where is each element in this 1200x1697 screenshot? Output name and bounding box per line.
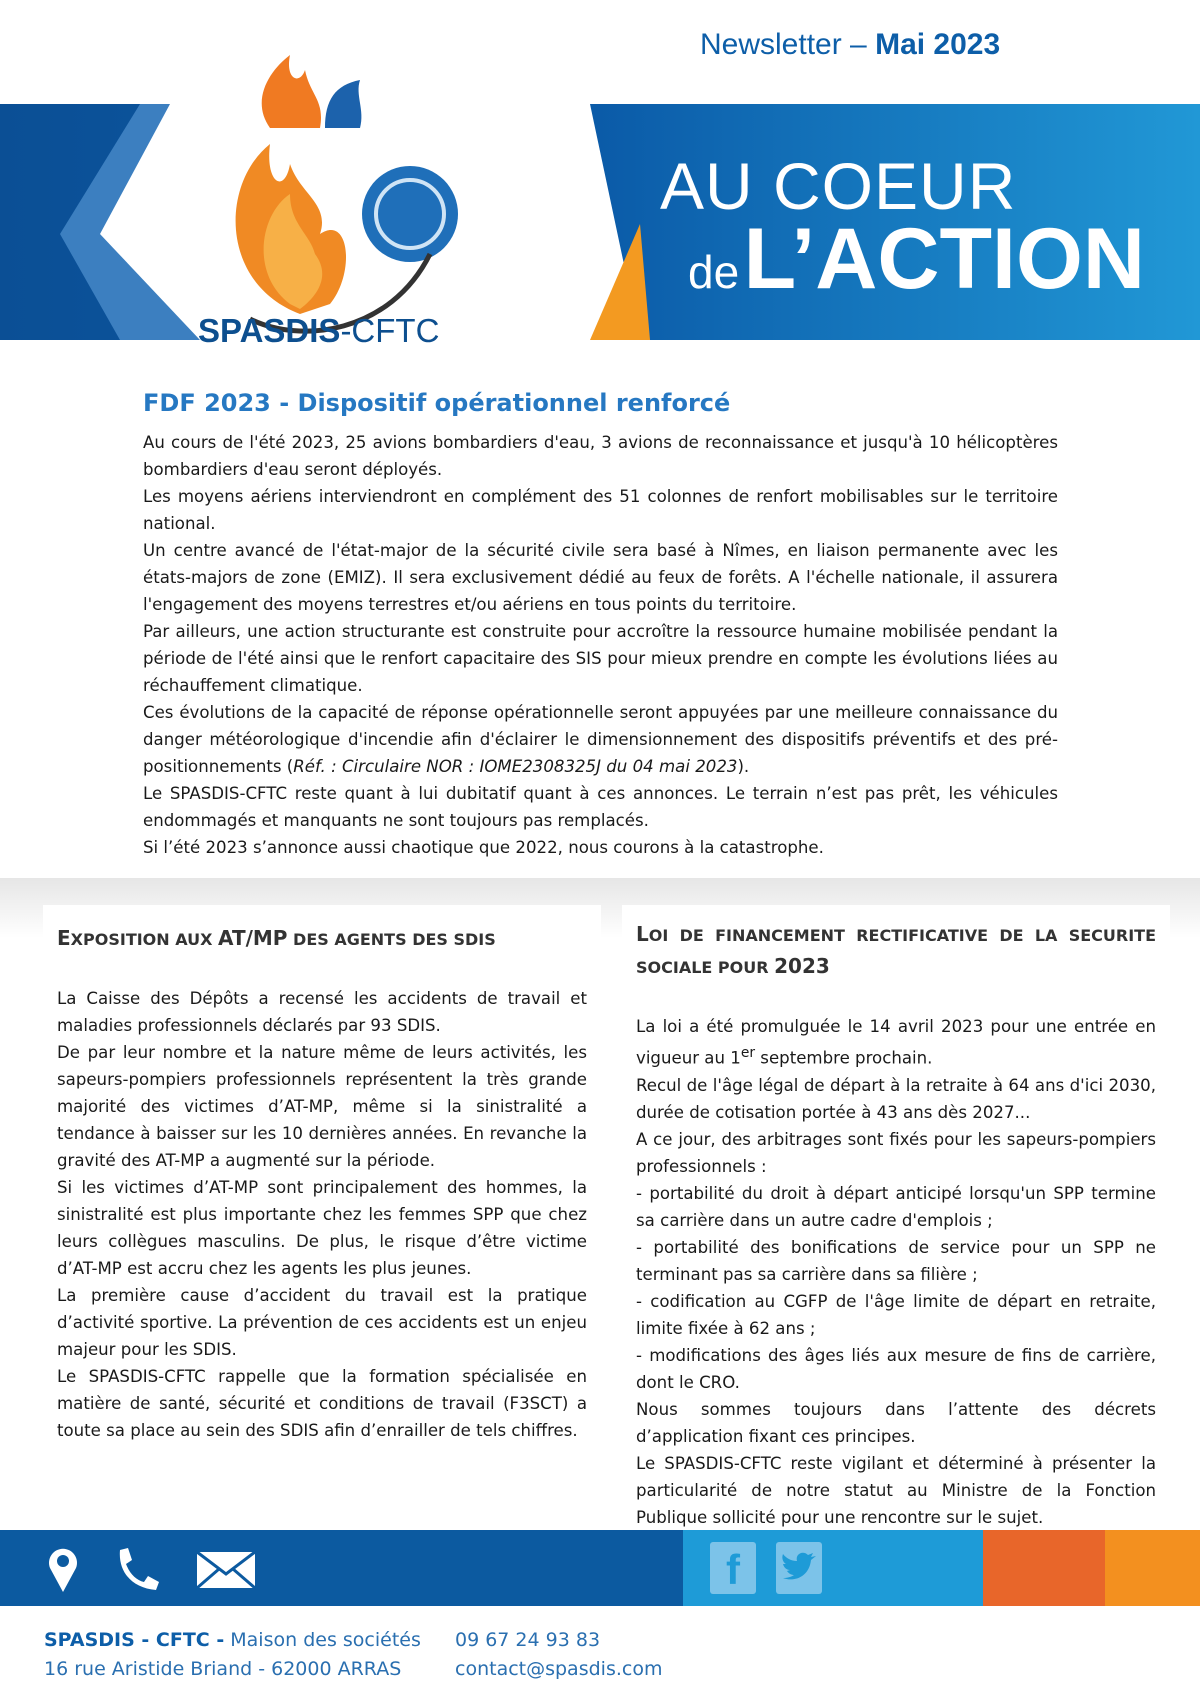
paragraph: Au cours de l'été 2023, 25 avions bombardiers d'eau, 3 avions de reconnaissance et jusqu'à 10 hélicoptères bombardiers d'eau seront déployés. [143, 433, 1058, 479]
location-pin-icon [38, 1544, 88, 1594]
paragraph: Si l’été 2023 s’annonce aussi chaotique que 2022, nous courons à la catastrophe. [143, 838, 824, 857]
phone-icon [112, 1544, 162, 1594]
paragraph: Le SPASDIS-CFTC rappelle que la formation spécialisée en matière de santé, sécurité et conditions de travail (F3SCT) a toute sa place au sein des SDIS afin d’enrailler de tels chiffres. [57, 1367, 587, 1440]
paragraph: - portabilité des bonifications de service pour un SPP ne terminant pas sa carrière dans sa filière ; [636, 1237, 1156, 1284]
banner-title-line2: de L’ACTION [688, 211, 1145, 307]
footer-bar [0, 1530, 1200, 1606]
paragraph: Par ailleurs, une action structurante est construite pour accroître la ressource humaine mobilisée pendant la période de l'été ainsi que le renfort capacitaire des SIS pour mieux prendre en compte les évolutions liées au réchauffement climatique. [143, 622, 1058, 695]
banner-title-line1: AU COEUR [660, 149, 1017, 223]
paragraph: - codification au CGFP de l'âge limite de départ en retraite, limite fixée à 62 ans ; [636, 1291, 1156, 1338]
paragraph: A ce jour, des arbitrages sont fixés pour les sapeurs-pompiers professionnels : [636, 1129, 1156, 1176]
paragraph: Recul de l'âge légal de départ à la retraite à 64 ans d'ici 2030, durée de cotisation portée à 43 ans dès 2027... [636, 1075, 1156, 1122]
firefighter-logo-icon [230, 40, 370, 130]
paragraph: Nous sommes toujours dans l’attente des décrets d’application fixant ces principes. [636, 1399, 1156, 1446]
footer-contact [455, 1626, 662, 1684]
paragraph: Le SPASDIS-CFTC reste quant à lui dubitatif quant à ces annonces. Le terrain n’est pas prêt, les véhicules endommagés et manquants ne sont toujours pas remplacés. [143, 784, 1058, 830]
footer-address: SPASDIS - CFTC - Maison des sociétés 16 rue Aristide Briand - 62000 ARRAS [44, 1629, 421, 1680]
phone-number[interactable]: 09 67 24 93 83 [455, 1629, 601, 1651]
paragraph: Si les victimes d’AT-MP sont principalement des hommes, la sinistralité est plus importante chez les femmes SPP que chez leurs collègues masculins. De plus, le risque d’être victime d’AT-MP est accru chez les agents les plus jeunes. [57, 1178, 587, 1278]
newsletter-date: Newsletter – Mai 2023 [700, 28, 1001, 61]
paragraph: De par leur nombre et la nature même de leurs activités, les sapeurs-pompiers professionnels représentent la très grande majorité des victimes d’AT-MP, même si la sinistralité a tendance à baisser sur les 10 dernières années. En revanche la gravité des AT-MP a augmenté sur la période. [57, 1043, 587, 1170]
paragraph: Les moyens aériens interviendront en complément des 51 colonnes de renfort mobilisables sur le territoire national. [143, 487, 1058, 533]
article-fdf-2023 [143, 390, 1058, 861]
paragraph: Le SPASDIS-CFTC reste vigilant et déterminé à présenter la particularité de notre statut au Ministre de la Fonction Publique sollicité pour une rencontre sur le sujet. [636, 1453, 1156, 1527]
article-title: FDF 2023 - Dispositif opérationnel renforcé [143, 389, 731, 417]
facebook-icon[interactable]: f [710, 1542, 756, 1594]
article-exposition-atmp [43, 905, 601, 1462]
paragraph: - modifications des âges liés aux mesure de fins de carrière, dont le CRO. [636, 1345, 1156, 1392]
article-loi-financement [622, 905, 1170, 1545]
paragraph: Un centre avancé de l'état-major de la sécurité civile sera basé à Nîmes, en liaison permanente avec les états-majors de zone (EMIZ). Il sera exclusivement dédié au feux de forêts. A l'échelle nationale, il assurera l'engagement des moyens terrestres et/ou aériens en tous points du territoire. [143, 541, 1058, 614]
brand-name: SPASDIS-CFTC [198, 312, 440, 349]
paragraph: - portabilité du droit à départ anticipé lorsqu'un SPP termine sa carrière dans un autre cadre d'emplois ; [636, 1183, 1156, 1230]
email-icon[interactable] [195, 1544, 257, 1594]
paragraph: La première cause d’accident du travail est la pratique d’activité sportive. La prévention de ces accidents est un enjeu majeur pour les SDIS. [57, 1286, 587, 1359]
paragraph: La Caisse des Dépôts a recensé les accidents de travail et maladies professionnels déclarés par 93 SDIS. [57, 989, 587, 1035]
paragraph: La loi a été promulguée le 14 avril 2023 pour une entrée en vigueur au 1er septembre prochain. [636, 1017, 1156, 1068]
article-title: EXPOSITION AUX AT/MP DES AGENTS DES SDIS [57, 926, 496, 950]
paragraph: Ces évolutions de la capacité de réponse opérationnelle seront appuyées par une meilleure connaissance du danger météorologique d'incendie afin d'éclairer le dimensionnement des dispositifs préventifs et des pré-positionnements (Réf. : Circulaire NOR : IOME2308325J du 04 mai 2023). [143, 703, 1058, 776]
email-link[interactable]: contact@spasdis.com [455, 1658, 663, 1680]
article-title: LOI DE FINANCEMENT RECTIFICATIVE DE LA SECURITE SOCIALE POUR 2023 [636, 922, 1156, 978]
twitter-icon[interactable] [776, 1542, 822, 1594]
